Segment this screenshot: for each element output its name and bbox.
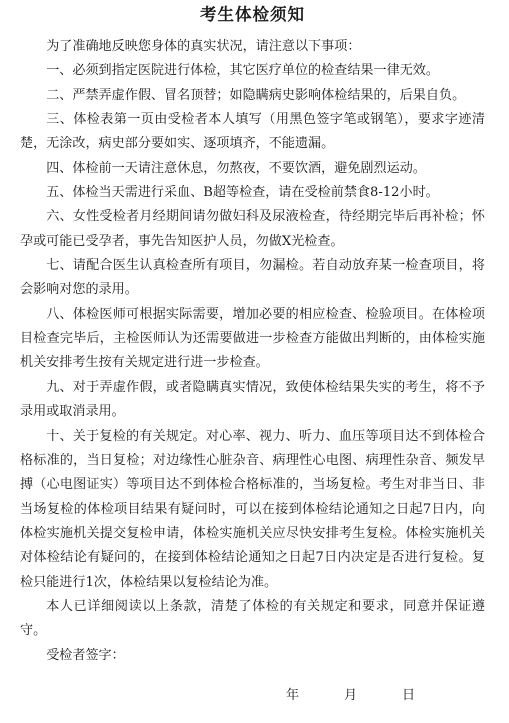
rule-9-paragraph: 九、对于弄虚作假，或者隐瞒真实情况，致使体检结果失实的考生，将不予录用或取消录用。	[20, 379, 485, 420]
rule-3-paragraph: 三、体检表第一页由受检者本人填写（用黑色签字笔或钢笔），要求字迹清楚，无涂改，病史部分要如实、逐项填齐，不能遗漏。	[20, 112, 485, 152]
rule-5-paragraph: 五、体检当天需进行采血、B超等检查，请在受检前禁食8-12小时。	[46, 185, 439, 201]
rule-2-paragraph: 二、严禁弄虚作假、冒名顶替；如隐瞒病史影响体检结果的，后果自负。	[46, 87, 466, 103]
date-line	[286, 684, 415, 708]
rule-4-paragraph: 四、体检前一天请注意休息，勿熬夜，不要饮酒，避免剧烈运动。	[46, 160, 426, 176]
agreement-paragraph: 本人已详细阅读以上条款，清楚了体检的有关规定和要求，同意并保证遵守。	[20, 598, 485, 639]
signature-label: 受检者签字：	[46, 647, 125, 663]
date-day-label: 日	[402, 688, 416, 703]
rule-7-paragraph: 七、请配合医生认真检查所有项目，勿漏检。若自动放弃某一检查项目，将会影响对您的录用。	[20, 258, 485, 298]
document-title: 考生体检须知	[200, 5, 305, 24]
rule-6-paragraph: 六、女性受检者月经期间请勿做妇科及尿液检查，待经期完毕后再补检；怀孕或可能已受孕者，事先告知医护人员，勿做X光检查。	[20, 209, 485, 249]
rule-10-paragraph: 十、关于复检的有关规定。对心率、视力、听力、血压等项目达不到体检合格标准的，当日复检；对边缘性心脏杂音、病理性心电图、病理性杂音、频发早搏（心电图证实）等项目达不到体检合格标准的，当场复检。考生对非当日、非当场复检的体检项目结果有疑问时，可以在接到体检结论通知之日起7日内，向体检实施机关提交复检申请，体检实施机关应尽快安排考生复检。体检实施机关对体检结论有疑问的，在接到体检结论通知之日起7日内决定是否进行复检。复检只能进行1次，体检结果以复检结论为准。	[20, 428, 485, 590]
rule-1-paragraph: 一、必须到指定医院进行体检，其它医疗单位的检查结果一律无效。	[46, 63, 439, 79]
date-month-label: 月	[344, 688, 358, 703]
intro-paragraph: 为了准确地反映您身体的真实状况，请注意以下事项：	[46, 39, 361, 54]
document-body	[20, 35, 485, 668]
rule-8-paragraph: 八、体检医师可根据实际需要，增加必要的相应检查、检验项目。在体检项目检查完毕后，主检医师认为还需要做进一步检查方能做出判断的，由体检实施机关安排考生按有关规定进行进一步检查。	[20, 306, 485, 371]
date-year-label: 年	[286, 688, 300, 703]
